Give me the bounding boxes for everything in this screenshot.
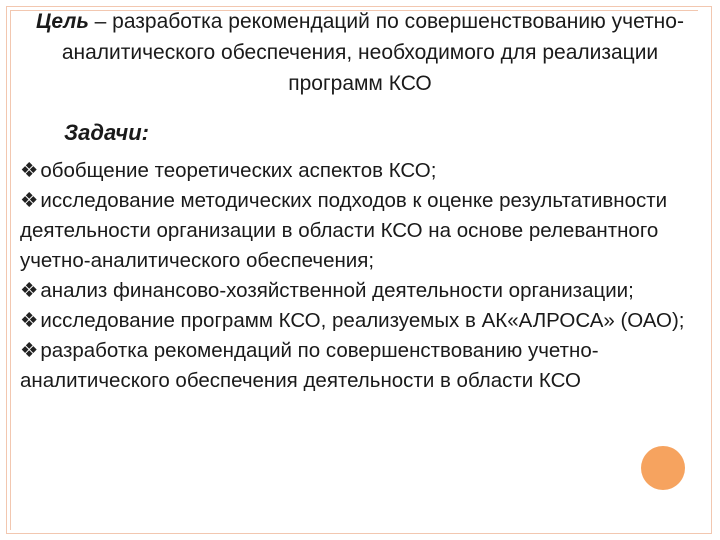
list-item: ❖анализ финансово-хозяйственной деятельности организации; bbox=[20, 279, 634, 302]
diamond-bullet-icon: ❖ bbox=[20, 279, 39, 302]
diamond-bullet-icon: ❖ bbox=[20, 159, 39, 182]
tasks-heading: Задачи: bbox=[64, 120, 149, 145]
goal-text: – разработка рекомендаций по совершенствованию учетно-аналитического обеспечения, необходимого для реализации программ КСО bbox=[61, 10, 684, 95]
goal-statement bbox=[20, 6, 700, 99]
decorative-circle bbox=[641, 446, 685, 490]
list-item: ❖исследование программ КСО, реализуемых в АК«АЛРОСА» (ОАО); bbox=[20, 309, 685, 332]
task-list bbox=[20, 156, 710, 396]
goal-label: Цель bbox=[36, 10, 89, 33]
diamond-bullet-icon: ❖ bbox=[20, 309, 39, 332]
list-item: ❖обобщение теоретических аспектов КСО; bbox=[20, 159, 437, 182]
list-item: ❖исследование методических подходов к оценке результативности деятельности организации в области КСО на основе релевантного учетно-аналитического обеспечения; bbox=[20, 189, 668, 272]
diamond-bullet-icon: ❖ bbox=[20, 189, 39, 212]
diamond-bullet-icon: ❖ bbox=[20, 339, 39, 362]
list-item: ❖разработка рекомендаций по совершенствованию учетно-аналитического обеспечения деятельности в области КСО bbox=[20, 339, 599, 392]
